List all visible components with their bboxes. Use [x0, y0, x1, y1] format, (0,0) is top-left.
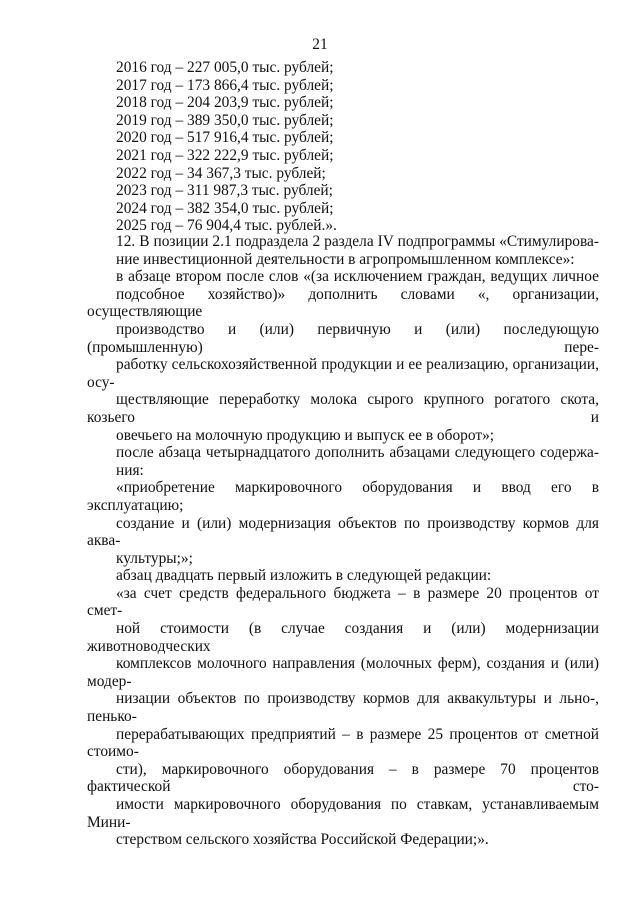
text-line: ществляющие переработку молока сырого крупного рогатого скота, козьего и	[87, 391, 599, 426]
text-line: «приобретение маркировочного оборудования и ввод его в эксплуатацию;	[87, 479, 599, 514]
year-line: 2016 год – 227 005,0 тыс. рублей;	[116, 59, 334, 76]
text-line: стерством сельского хозяйства Российской Федерации;».	[116, 831, 489, 849]
year-line: 2025 год – 76 904,4 тыс. рублей.».	[116, 217, 337, 235]
text-line: культуры;»;	[116, 549, 193, 567]
text-line: после абзаца четырнадцатого дополнить абзацами следующего содержа-	[116, 444, 599, 462]
paragraph-item-12	[87, 233, 599, 268]
paragraph-aquaculture-feed	[87, 515, 599, 568]
year-line: 2019 год – 389 350,0 тыс. рублей;	[116, 111, 334, 129]
text-line: низации объектов по производству кормов для аквакультуры и льно-, пенько-	[87, 690, 599, 726]
text-line: ние инвестиционной деятельности в агропромышленном комплексе»:	[116, 250, 575, 268]
year-line: 2018 год – 204 203,9 тыс. рублей;	[116, 94, 334, 112]
text-line: 12. В позиции 2.1 подраздела 2 раздела IV подпрограммы «Стимулирова-	[116, 233, 599, 250]
text-line: работку сельскохозяйственной продукции и ее реализацию, организации, осу-	[87, 356, 599, 391]
text-line: овечьего на молочную продукцию и выпуск ее в оборот»;	[116, 426, 495, 444]
text-line: в абзаце втором после слов «(за исключением граждан, ведущих личное	[116, 268, 599, 286]
amendment-text	[87, 233, 599, 849]
year-line: 2017 год – 173 866,4 тыс. рублей;	[116, 76, 334, 94]
paragraph-federal-budget-funding	[87, 585, 599, 849]
page-number: 21	[312, 36, 328, 53]
text-line: имости маркировочного оборудования по ставкам, устанавливаемым Мини-	[87, 796, 599, 831]
paragraph-twenty-first-abzac	[87, 567, 599, 585]
year-line: 2022 год – 34 367,3 тыс. рублей;	[116, 164, 326, 182]
year-line: 2023 год – 311 987,3 тыс. рублей;	[116, 182, 333, 200]
year-line: 2021 год – 322 222,9 тыс. рублей;	[116, 146, 334, 164]
text-line: ния:	[116, 461, 144, 479]
text-line: производство и (или) первичную и (или) последующую (промышленную) пере-	[87, 320, 599, 356]
text-line: создание и (или) модернизация объектов по производству кормов для аква-	[87, 514, 599, 550]
text-line: «за счет средств федерального бюджета – в размере 20 процентов от смет-	[87, 584, 599, 620]
text-line: подсобное хозяйство)» дополнить словами «, организации, осуществляющие	[87, 285, 599, 321]
year-budget-list	[116, 59, 337, 235]
year-line: 2024 год – 382 354,0 тыс. рублей;	[116, 199, 334, 217]
year-line: 2020 год – 517 916,4 тыс. рублей;	[116, 129, 334, 147]
text-line: сти), маркировочного оборудования – в размере 70 процентов фактической сто-	[87, 760, 599, 796]
paragraph-marking-equipment	[87, 479, 599, 514]
paragraph-fourteenth-abzac-addition	[87, 444, 599, 479]
text-line: комплексов молочного направления (молочных ферм), создания и (или) модер-	[87, 655, 599, 690]
paragraph-second-abzac-amendment	[87, 268, 599, 444]
text-line: абзац двадцать первый изложить в следующей редакции:	[116, 567, 492, 585]
text-line: перерабатывающих предприятий – в размере 25 процентов от сметной стоимо-	[87, 725, 599, 761]
text-line: ной стоимости (в случае создания и (или) модернизации животноводческих	[87, 620, 599, 655]
